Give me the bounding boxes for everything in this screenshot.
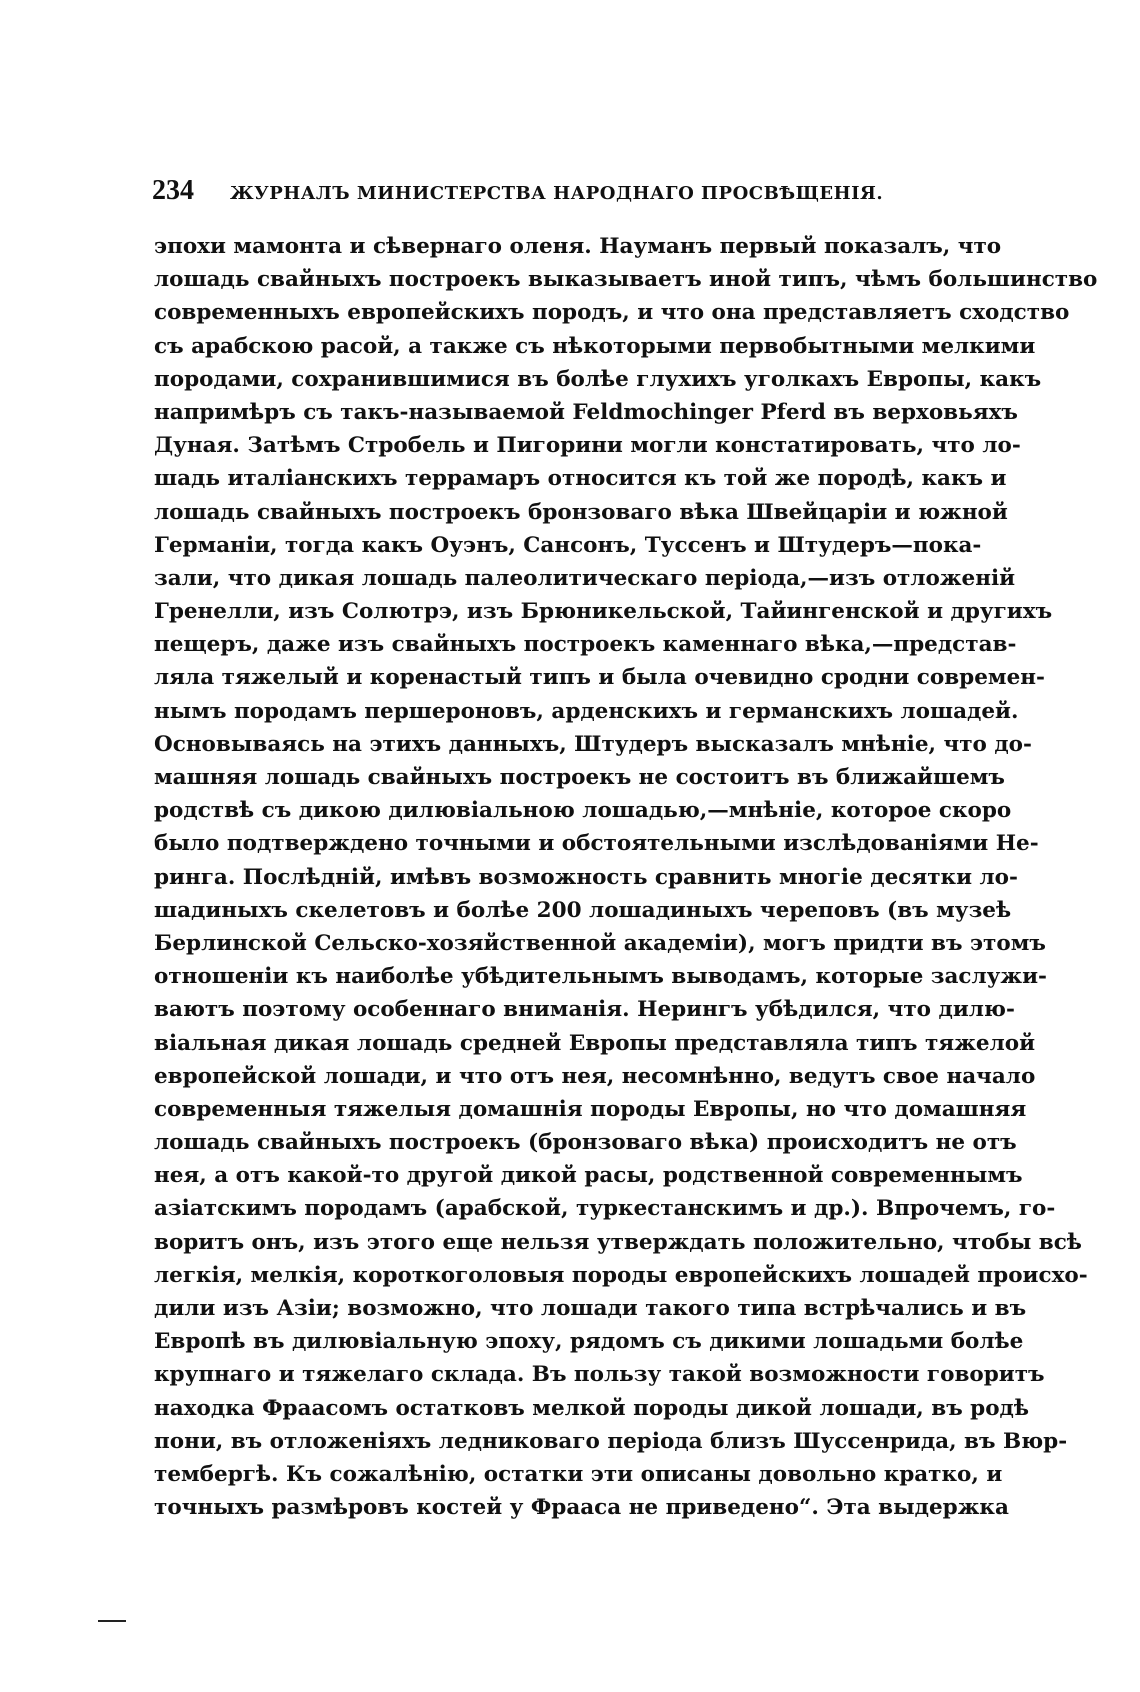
text-line: пони, въ отложеніяхъ ледниковаго періода близъ Шуссенрида, въ Вюр- — [154, 1428, 1068, 1454]
text-line: ваютъ поэтому особеннаго вниманія. Нерингъ убѣдился, что дилю- — [154, 997, 1015, 1023]
page-header — [152, 175, 964, 207]
text-line: ринга. Послѣдній, имѣвъ возможность сравнить многіе десятки ло- — [154, 864, 1018, 890]
text-line: Берлинской Сельско-хозяйственной академіи), могъ придти въ этомъ — [154, 930, 1046, 956]
text-line: Основываясь на этихъ данныхъ, Штудеръ высказалъ мнѣніе, что до- — [154, 731, 1032, 757]
text-line: отношеніи къ наиболѣе убѣдительнымъ выводамъ, которые заслужи- — [154, 964, 1047, 990]
text-line: нея, а отъ какой-то другой дикой расы, родственной современнымъ — [154, 1163, 1023, 1189]
running-title: ЖУРНАЛЪ МИНИСТЕРСТВА НАРОДНАГО ПРОСВѢЩЕНІЯ. — [230, 183, 884, 204]
text-line: находка Фраасомъ остатковъ мелкой породы дикой лошади, въ родѣ — [154, 1395, 1029, 1421]
text-line: зали, что дикая лошадь палеолитическаго періода,—изъ отложеній — [154, 565, 1016, 591]
text-line: Дуная. Затѣмъ Стробель и Пигорини могли констатировать, что ло- — [154, 433, 1021, 459]
text-line: родствѣ съ дикою дилювіальною лошадью,—мнѣніе, которое скоро — [154, 798, 1012, 824]
text-line: эпохи мамонта и сѣвернаго оленя. Науманъ первый показалъ, что — [154, 234, 1002, 259]
text-line: воритъ онъ, изъ этого еще нельзя утверждать положительно, чтобы всѣ — [154, 1229, 1082, 1255]
text-line: было подтверждено точными и обстоятельными изслѣдованіями Не- — [154, 831, 1039, 857]
text-line: тембергѣ. Къ сожалѣнію, остатки эти описаны довольно кратко, и — [154, 1461, 1003, 1487]
text-line: дили изъ Азіи; возможно, что лошади такого типа встрѣчались и въ — [154, 1296, 1027, 1321]
body-text — [154, 230, 1098, 1524]
text-line: современныхъ европейскихъ породъ, и что она представляетъ сходство — [154, 300, 1070, 326]
text-line: европейской лошади, и что отъ нея, несомнѣнно, ведутъ свое начало — [154, 1063, 1036, 1089]
text-line: шадь италіанскихъ террамаръ относится къ той же породѣ, какъ и — [154, 466, 1007, 492]
text-line: Германіи, тогда какъ Оуэнъ, Сансонъ, Туссенъ и Штудеръ—пока- — [154, 532, 982, 558]
text-line: нымъ породамъ першероновъ, арденскихъ и германскихъ лошадей. — [154, 698, 1019, 724]
text-line: съ арабскою расой, а также съ нѣкоторыми первобытными мелкими — [154, 333, 1036, 359]
text-line: Гренелли, изъ Солютрэ, изъ Брюникельской, Тайингенской и другихъ — [154, 599, 1053, 625]
text-line: породами, сохранившимися въ болѣе глухихъ уголкахъ Европы, какъ — [154, 366, 1042, 392]
page-number: 234 — [152, 175, 194, 206]
text-line: Европѣ въ дилювіальную эпоху, рядомъ съ дикими лошадьми болѣе — [154, 1329, 1024, 1355]
text-line: шадиныхъ скелетовъ и болѣе 200 лошадиныхъ череповъ (въ музеѣ — [154, 897, 1012, 923]
text-line: лошадь свайныхъ построекъ (бронзоваго вѣка) происходитъ не отъ — [154, 1130, 1017, 1156]
text-line: напримѣръ съ такъ-называемой Feldmochinger Pferd въ верховьяхъ — [154, 399, 1018, 425]
text-line: машняя лошадь свайныхъ построекъ не состоитъ въ ближайшемъ — [154, 765, 1005, 790]
text-line: пещеръ, даже изъ свайныхъ построекъ каменнаго вѣка,—представ- — [154, 632, 1017, 658]
text-line: ляла тяжелый и коренастый типъ и была очевидно сродни современ- — [154, 665, 1045, 691]
text-line: азіатскимъ породамъ (арабской, туркестанскимъ и др.). Впрочемъ, го- — [154, 1196, 1056, 1222]
text-line: современныя тяжелыя домашнія породы Европы, но что домашняя — [154, 1096, 1027, 1122]
text-line: лошадь свайныхъ построекъ выказываетъ иной типъ, чѣмъ большинство — [154, 267, 1098, 293]
footer-rule — [98, 1620, 126, 1622]
text-line: лошадь свайныхъ построекъ бронзоваго вѣка Швейцаріи и южной — [154, 499, 1008, 525]
text-line: крупнаго и тяжелаго склада. Въ пользу такой возможности говоритъ — [154, 1362, 1045, 1388]
text-line: точныхъ размѣровъ костей у Фрааса не приведено“. Эта выдержка — [154, 1495, 1009, 1521]
text-line: легкія, мелкія, короткоголовыя породы европейскихъ лошадей происхо- — [154, 1262, 1088, 1288]
text-line: віальная дикая лошадь средней Европы представляла типъ тяжелой — [154, 1030, 1036, 1056]
